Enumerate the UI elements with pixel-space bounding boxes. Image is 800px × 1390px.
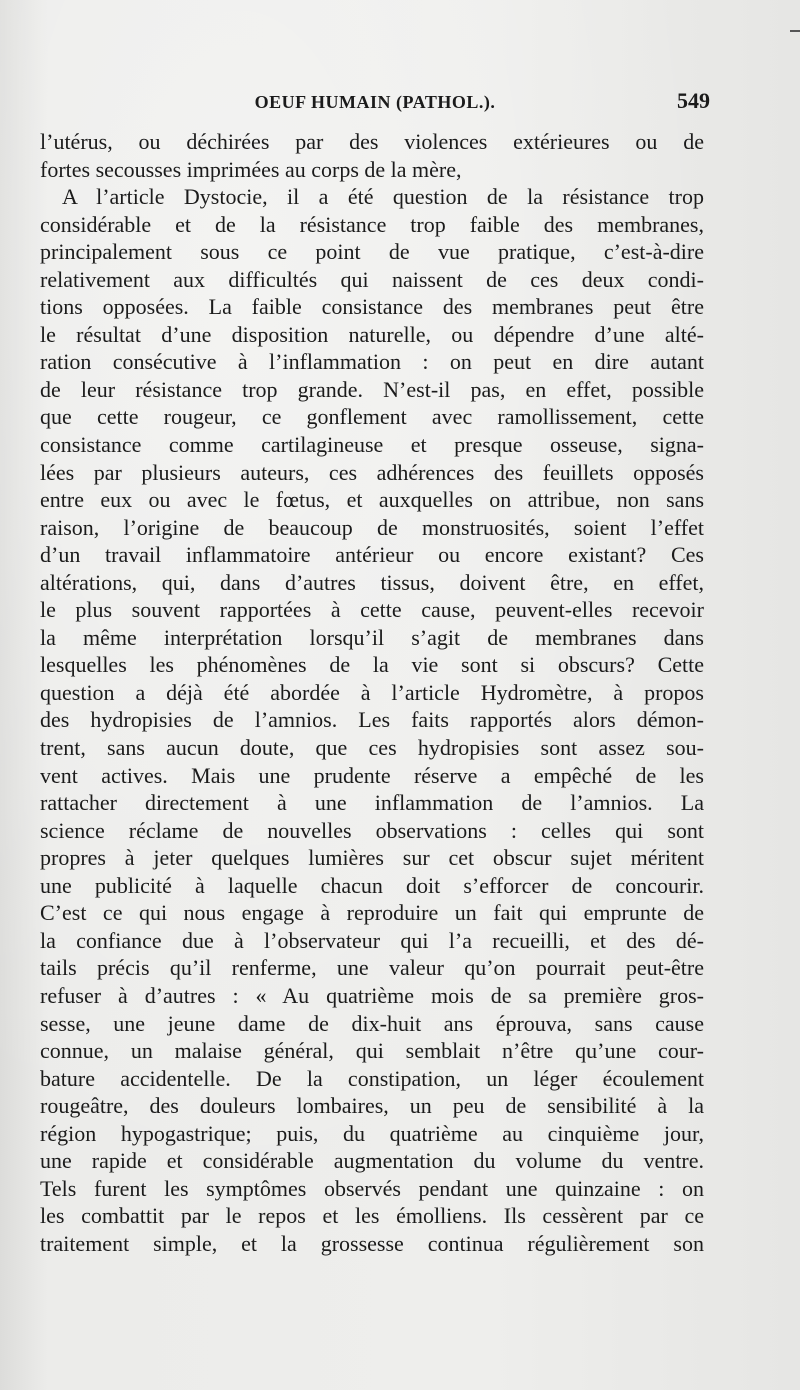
text-line: entre eux ou avec le fœtus, et auxquelles on attribue, non sans bbox=[40, 487, 704, 513]
text-line: vent actives. Mais une prudente réserve a empêché de les bbox=[40, 762, 704, 788]
text-line: tails précis qu’il renferme, une valeur qu’on pourrait peut-être bbox=[40, 955, 704, 981]
text-line: bature accidentelle. De la constipation, un léger écoulement bbox=[40, 1065, 704, 1091]
text-line: relativement aux difficultés qui naissent de ces deux condi- bbox=[40, 266, 704, 292]
text-line: C’est ce qui nous engage à reproduire un fait qui emprunte de bbox=[40, 900, 704, 926]
text-line: ration consécutive à l’inflammation : on peut en dire autant bbox=[40, 349, 704, 375]
text-line: trent, sans aucun doute, que ces hydropisies sont assez sou- bbox=[40, 735, 704, 761]
text-line: A l’article Dystocie, il a été question de la résistance trop bbox=[62, 184, 704, 210]
page-edge-mark bbox=[790, 30, 800, 32]
text-line: fortes secousses imprimées au corps de la mère, bbox=[40, 156, 462, 182]
text-line: considérable et de la résistance trop faible des membranes, bbox=[40, 211, 704, 237]
page-number: 549 bbox=[677, 88, 710, 113]
text-line: des hydropisies de l’amnios. Les faits rapportés alors démon- bbox=[40, 707, 704, 733]
page-header bbox=[40, 86, 710, 122]
text-line: une rapide et considérable augmentation du volume du ventre. bbox=[40, 1148, 704, 1174]
text-line: une publicité à laquelle chacun doit s’efforcer de concourir. bbox=[40, 872, 704, 898]
text-line: principalement sous ce point de vue pratique, c’est-à-dire bbox=[40, 239, 704, 265]
body-text bbox=[40, 128, 704, 1257]
text-line: d’un travail inflammatoire antérieur ou encore existant? Ces bbox=[40, 542, 704, 568]
text-line: propres à jeter quelques lumières sur cet obscur sujet méritent bbox=[40, 845, 704, 871]
text-line: refuser à d’autres : « Au quatrième mois de sa première gros- bbox=[40, 982, 704, 1008]
text-line: de leur résistance trop grande. N’est-il pas, en effet, possible bbox=[40, 376, 704, 402]
text-line: rougeâtre, des douleurs lombaires, un peu de sensibilité à la bbox=[40, 1093, 704, 1119]
text-line: lesquelles les phénomènes de la vie sont si obscurs? Cette bbox=[40, 652, 704, 678]
text-line: raison, l’origine de beaucoup de monstruosités, soient l’effet bbox=[40, 514, 704, 540]
text-line: la même interprétation lorsqu’il s’agit de membranes dans bbox=[40, 624, 704, 650]
text-line: le résultat d’une disposition naturelle, ou dépendre d’une alté- bbox=[40, 321, 704, 347]
text-line: consistance comme cartilagineuse et presque osseuse, signa- bbox=[40, 432, 704, 458]
text-line: lées par plusieurs auteurs, ces adhérences des feuillets opposés bbox=[40, 459, 704, 485]
running-head: OEUF HUMAIN (PATHOL.). bbox=[254, 92, 496, 112]
text-line: l’utérus, ou déchirées par des violences extérieures ou de bbox=[40, 129, 704, 154]
text-line: altérations, qui, dans d’autres tissus, doivent être, en effet, bbox=[40, 569, 704, 595]
text-line: tions opposées. La faible consistance des membranes peut être bbox=[40, 294, 704, 320]
text-line: Tels furent les symptômes observés pendant une quinzaine : on bbox=[40, 1175, 704, 1201]
text-line: rattacher directement à une inflammation de l’amnios. La bbox=[40, 790, 704, 816]
text-line: le plus souvent rapportées à cette cause, peuvent-elles recevoir bbox=[40, 597, 704, 623]
text-line: traitement simple, et la grossesse continua régulièrement son bbox=[40, 1230, 704, 1256]
text-line: connue, un malaise général, qui semblait n’être qu’une cour- bbox=[40, 1038, 704, 1064]
text-line: que cette rougeur, ce gonflement avec ramollissement, cette bbox=[40, 404, 704, 430]
text-line: question a déjà été abordée à l’article Hydromètre, à propos bbox=[40, 679, 704, 705]
text-line: science réclame de nouvelles observations : celles qui sont bbox=[40, 817, 704, 843]
text-line: région hypogastrique; puis, du quatrième au cinquième jour, bbox=[40, 1120, 704, 1146]
text-line: les combattit par le repos et les émolliens. Ils cessèrent par ce bbox=[40, 1203, 704, 1229]
text-line: sesse, une jeune dame de dix-huit ans éprouva, sans cause bbox=[40, 1010, 704, 1036]
text-line: la confiance due à l’observateur qui l’a recueilli, et des dé- bbox=[40, 927, 704, 953]
